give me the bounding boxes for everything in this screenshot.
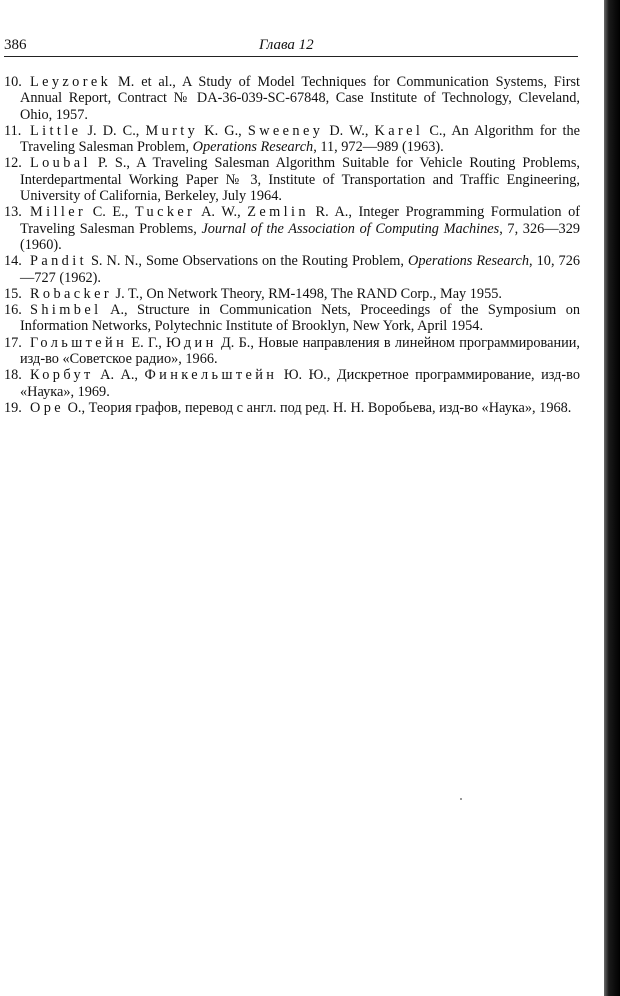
- author-name: Leyzorek: [30, 74, 112, 90]
- author-name: Юдин: [166, 334, 217, 351]
- scan-edge-shadow: [604, 0, 620, 996]
- reference-segment: S. N. N., Some Observations on the Routing Problem,: [86, 253, 409, 270]
- reference-list: [4, 74, 580, 416]
- reference-segment: D. W.,: [323, 122, 375, 139]
- reference-entry: [4, 74, 580, 123]
- reference-segment: R. A., Integer Programming Formulation of Traveling Salesman Problems,: [20, 204, 580, 237]
- reference-number: 17.: [4, 334, 22, 351]
- page-number: 386: [4, 37, 27, 53]
- author-name: Tucker: [134, 204, 196, 221]
- reference-entry: [4, 286, 580, 302]
- author-name: Sweeney: [247, 122, 324, 139]
- reference-number: 15.: [4, 285, 22, 302]
- reference-segment: J. T., On Network Theory, RM-1498, The RAND Corp., May 1955.: [111, 285, 502, 302]
- author-name: Корбут: [30, 367, 94, 384]
- reference-number: 13.: [4, 204, 22, 221]
- reference-segment: О., Теория графов, перевод с англ. под ред. Н. Н. Воробьева, изд-во «Наука», 1968.: [64, 399, 572, 416]
- page-header: [4, 36, 578, 57]
- reference-number: 14.: [4, 253, 22, 270]
- reference-number: 16.: [4, 302, 22, 319]
- reference-segment: , 11, 972—989 (1963).: [313, 139, 444, 156]
- author-name: Robacker: [30, 285, 112, 302]
- journal-title: Operations Research: [192, 139, 314, 156]
- reference-segment: P. S., A Traveling Salesman Algorithm Suitable for Vehicle Routing Problems, Interdepartmental Working Paper № 3, Institute of Transportation and Traffic Engineering, University of California, Berkeley, July 1964.: [20, 155, 580, 205]
- author-name: Pandit: [30, 253, 87, 270]
- reference-segment: A. W.,: [195, 204, 248, 221]
- reference-segment: , 7, 326—329 (1960).: [20, 220, 580, 253]
- reference-entry: [4, 253, 580, 286]
- reference-segment: C., An Algorithm for the Traveling Salesman Problem,: [20, 122, 580, 156]
- reference-segment: А. А.,: [93, 367, 145, 384]
- reference-text: [20, 302, 580, 334]
- reference-text: [20, 204, 580, 253]
- reference-segment: K. G.,: [198, 122, 248, 139]
- journal-title: Journal of the Association of Computing Machines: [201, 220, 500, 237]
- author-name: Гольштейн: [30, 334, 128, 351]
- reference-text: [20, 74, 580, 123]
- scan-speck: [460, 798, 462, 800]
- reference-segment: Ю. Ю., Дискретное программирование, изд-во «Наука», 1969.: [20, 367, 580, 400]
- reference-entry: [4, 335, 580, 368]
- reference-entry: [4, 400, 580, 416]
- reference-text: [20, 400, 571, 416]
- author-name: Shimbel: [30, 302, 102, 319]
- reference-segment: , 10, 726—727 (1962).: [20, 253, 580, 286]
- reference-text: [20, 335, 580, 367]
- author-name: Оре: [30, 399, 65, 416]
- reference-segment: A., Structure in Communication Nets, Proceedings of the Symposium on Information Networks, Polytechnic Institute of Brooklyn, New York, April 1954.: [20, 302, 580, 335]
- reference-number: 10.: [4, 74, 22, 90]
- author-name: Zemlin: [247, 204, 309, 221]
- reference-number: 18.: [4, 367, 22, 384]
- reference-text: [20, 155, 580, 204]
- reference-entry: [4, 123, 580, 156]
- reference-segment: Д. Б., Новые направления в линейном программировании, изд-во «Советское радио», 1966.: [20, 334, 580, 368]
- reference-text: [20, 367, 580, 399]
- reference-number: 11.: [4, 122, 22, 139]
- reference-segment: Е. Г.,: [127, 334, 167, 351]
- author-name: Little: [30, 122, 82, 139]
- reference-segment: J. D. C.,: [81, 122, 146, 139]
- running-head: Глава 12: [259, 37, 314, 53]
- journal-title: Operations Research: [408, 253, 530, 270]
- reference-number: 19.: [4, 399, 22, 416]
- reference-segment: M. et al., A Study of Model Techniques for Communication Systems, First Annual Report, Contract № DA-36-039-SC-67848, Case Institute of Technology, Cleveland, Ohio, 1957.: [20, 74, 580, 123]
- reference-entry: [4, 204, 580, 253]
- author-name: Финкельштейн: [144, 367, 278, 384]
- author-name: Miller: [30, 204, 87, 221]
- reference-text: [20, 286, 502, 302]
- reference-segment: C. E.,: [86, 204, 135, 221]
- author-name: Murty: [145, 122, 199, 139]
- reference-text: [20, 123, 580, 155]
- reference-entry: [4, 367, 580, 400]
- reference-entry: [4, 155, 580, 204]
- reference-text: [20, 253, 580, 285]
- author-name: Karel: [374, 122, 424, 139]
- author-name: Loubal: [30, 155, 91, 172]
- reference-number: 12.: [4, 155, 22, 172]
- reference-entry: [4, 302, 580, 335]
